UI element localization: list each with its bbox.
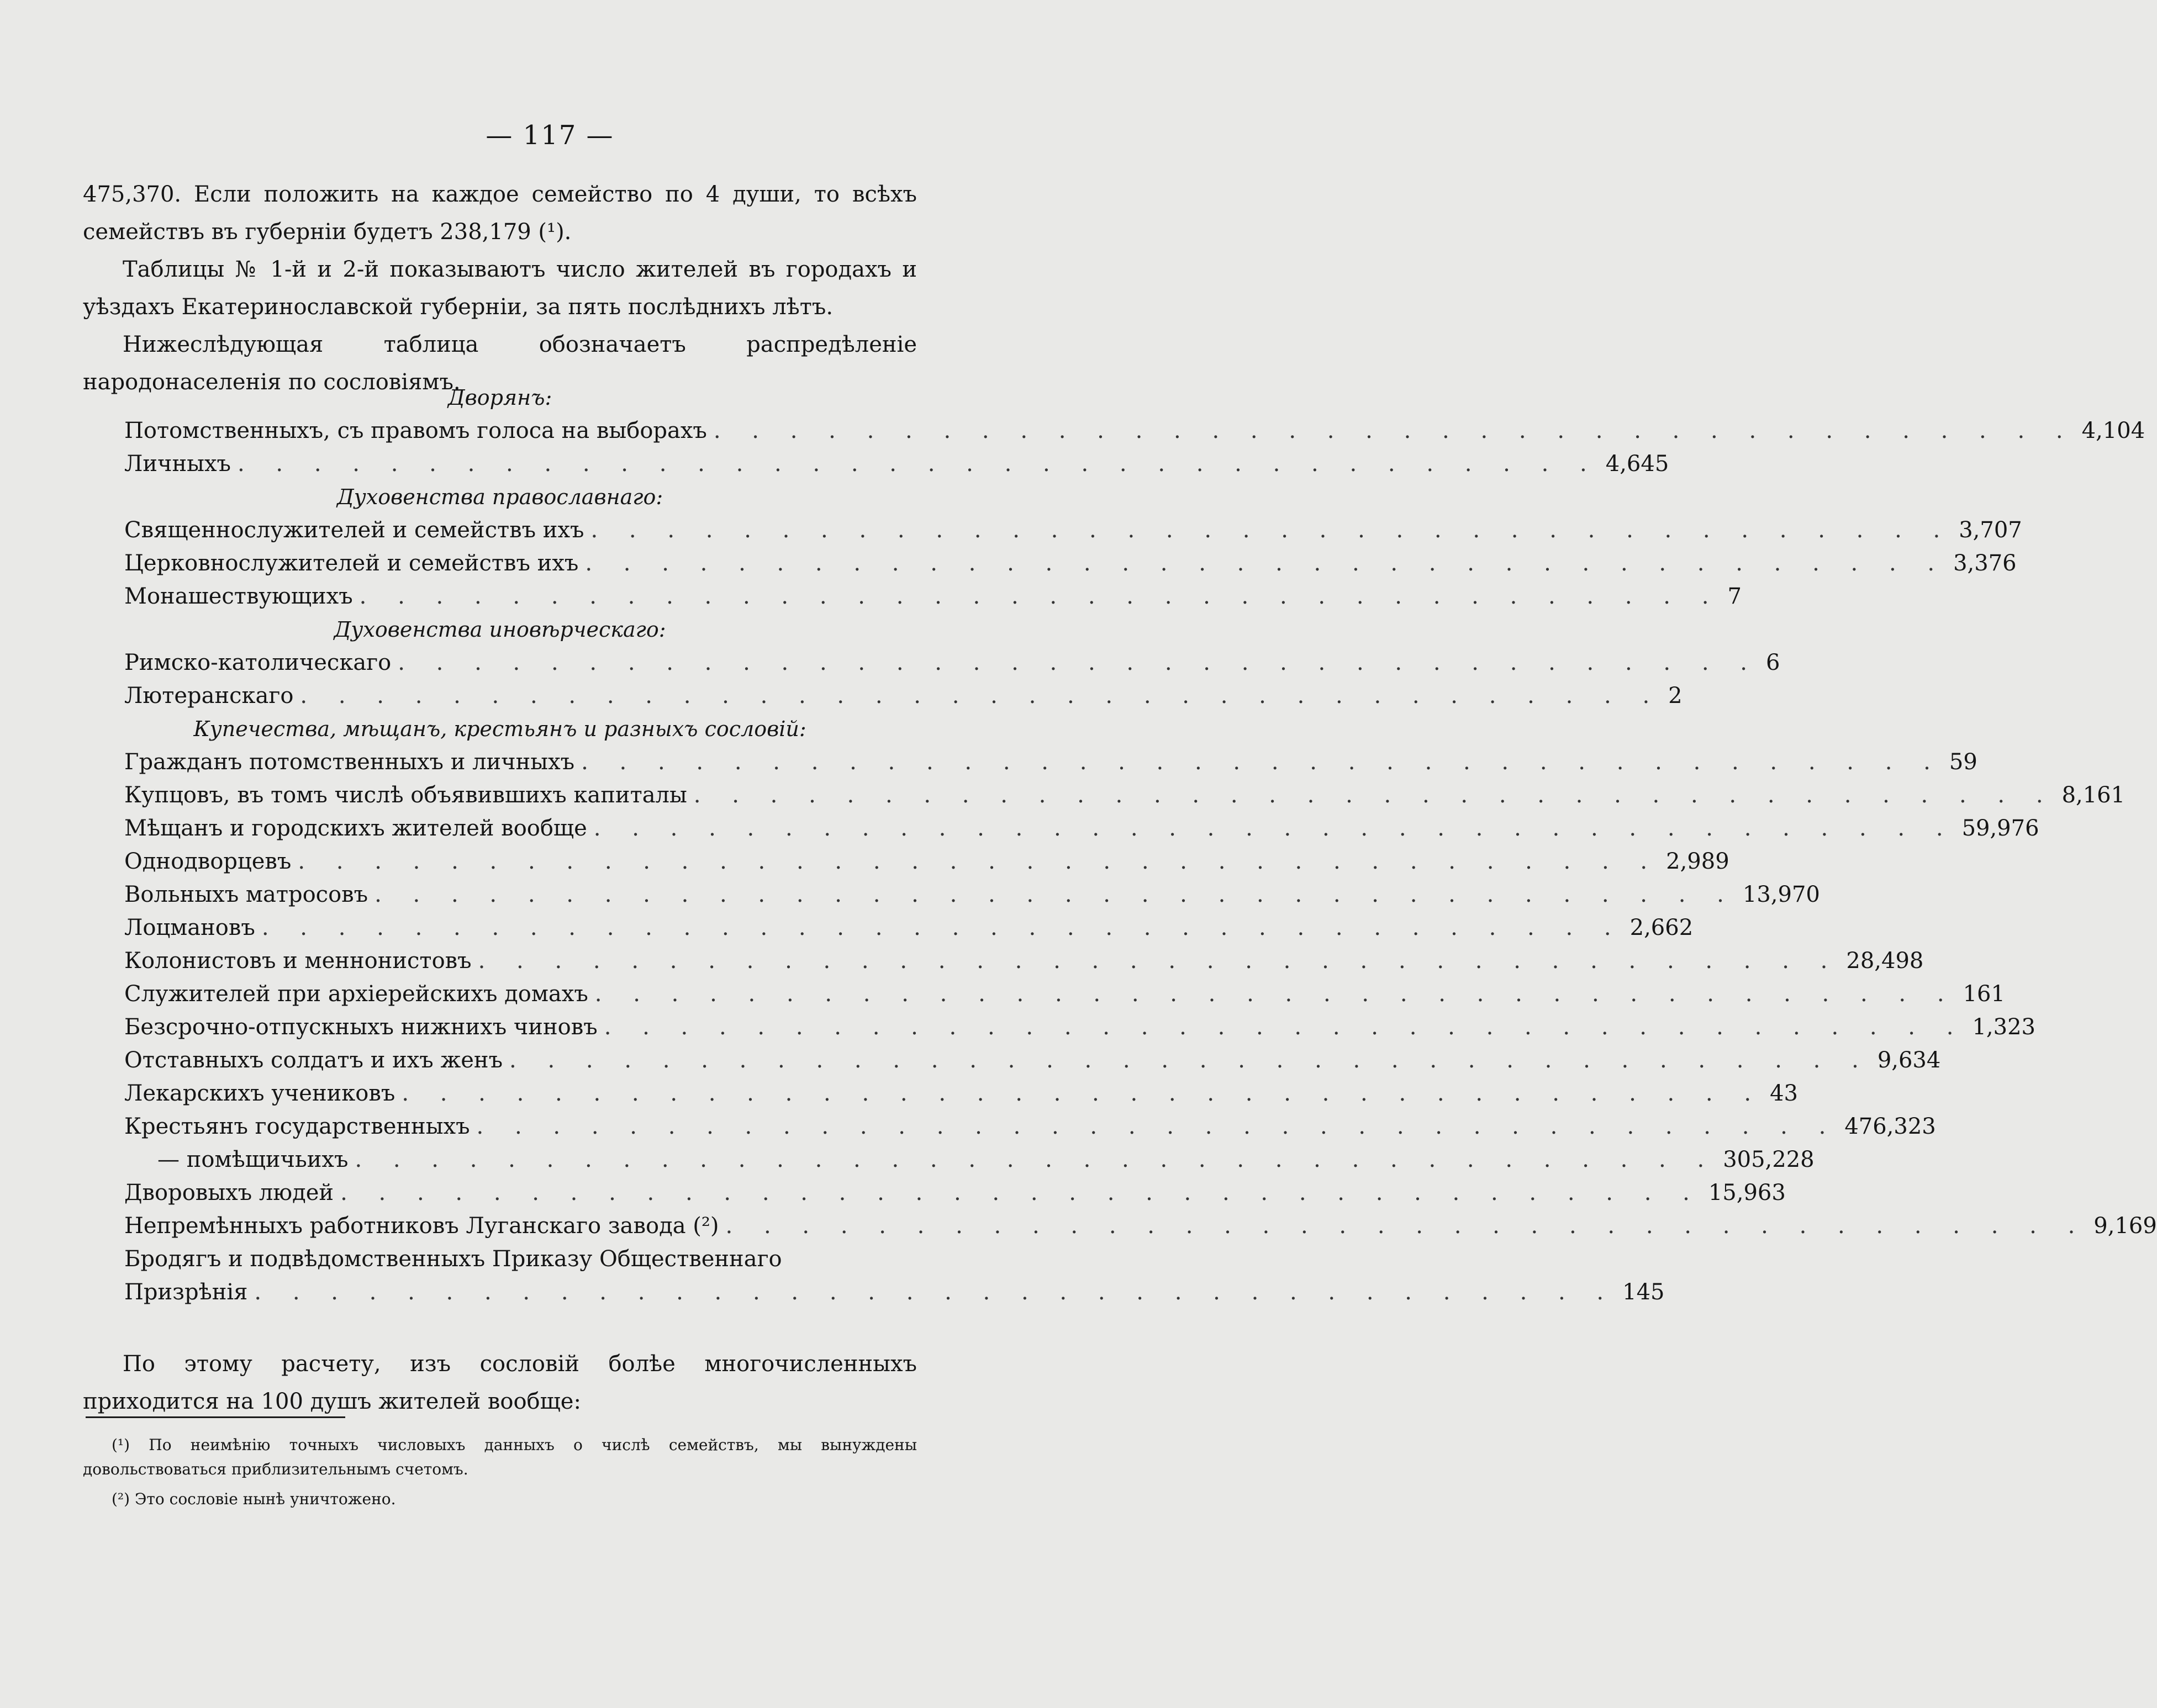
row-value: 8,161 — [2061, 782, 2126, 808]
table-row — [124, 1011, 2035, 1044]
row-value: 2 — [1668, 683, 1683, 708]
row-label: Священнослужителей и семействъ ихъ — [124, 517, 584, 543]
table-row — [124, 1242, 917, 1276]
row-label: Однодворцевъ — [124, 849, 292, 874]
table-row — [124, 646, 1780, 679]
table-row — [124, 745, 1977, 779]
row-label: Бродягъ и подвѣдомственныхъ Приказу Общественнаго — [124, 1246, 782, 1272]
table-row — [124, 812, 2039, 845]
section-heading-orthodox-clergy: Духовенства православнаго: — [336, 485, 663, 509]
table-row — [124, 1176, 1786, 1209]
leader-dots: . . . . . . . . . . . . . . . . . . . . . . . . . . . . . . . . . . . . — [725, 1213, 2087, 1239]
page-body — [83, 176, 2157, 1414]
row-label: Дворовыхъ людей — [124, 1180, 334, 1205]
leader-dots: . . . . . . . . . . . . . . . . . . . . . . . . . . . . . . . . . . . . — [402, 1081, 1764, 1106]
table-row — [124, 1077, 1798, 1110]
row-value: 6 — [1766, 650, 1780, 675]
table-row — [124, 514, 2022, 547]
leader-dots: . . . . . . . . . . . . . . . . . . . . . . . . . . . . . . . . . . . . — [581, 749, 1943, 775]
leader-dots: . . . . . . . . . . . . . . . . . . . . . . . . . . . . . . . . . . . . — [375, 882, 1736, 907]
leader-dots: . . . . . . . . . . . . . . . . . . . . . . . . . . . . . . . . . . . . — [254, 1279, 1616, 1305]
row-label: Вольныхъ матросовъ — [124, 882, 368, 907]
row-label: — помѣщичьихъ — [157, 1147, 349, 1172]
leader-dots: . . . . . . . . . . . . . . . . . . . . . . . . . . . . . . . . . . . . — [590, 517, 1953, 543]
table-row — [124, 944, 1924, 977]
table-row — [124, 1044, 1941, 1077]
row-value: 145 — [1622, 1279, 1665, 1305]
leader-dots: . . . . . . . . . . . . . . . . . . . . . . . . . . . . . . . . . . . . — [398, 650, 1759, 675]
row-label: Отставныхъ солдатъ и ихъ женъ — [124, 1048, 503, 1073]
row-label: Личныхъ — [124, 451, 231, 477]
row-label: Крестьянъ государственныхъ — [124, 1114, 470, 1139]
table-row — [124, 1209, 2157, 1242]
row-value: 3,376 — [1953, 551, 2017, 576]
paragraph-tables: Таблицы № 1-й и 2-й показываютъ число жителей въ городахъ и уѣздахъ Екатеринославской губерніи, за пять послѣднихъ лѣтъ. — [83, 257, 917, 320]
row-value: 2,989 — [1666, 849, 1729, 874]
row-label: Римско-католическаго — [124, 650, 392, 675]
leader-dots: . . . . . . . . . . . . . . . . . . . . . . . . . . . . . . . . . . . . — [340, 1180, 1702, 1205]
leader-dots: . . . . . . . . . . . . . . . . . . . . . . . . . . . . . . . . . . . . — [298, 849, 1660, 874]
leader-dots: . . . . . . . . . . . . . . . . . . . . . . . . . . . . . . . . . . . . — [476, 1114, 1838, 1139]
table-row — [124, 547, 2017, 580]
leader-dots: . . . . . . . . . . . . . . . . . . . . . . . . . . . . . . . . . . . . — [261, 915, 1623, 940]
row-value: 161 — [1963, 981, 2005, 1007]
paragraph-estate-intro: Нижеслѣдующая таблица обозначаетъ распредѣленіе народонаселенія по сословіямъ. — [83, 332, 917, 395]
row-label: Колонистовъ и меннонистовъ — [124, 948, 472, 974]
row-value: 305,228 — [1723, 1147, 1815, 1172]
row-label: Непремѣнныхъ работниковъ Луганскаго завода (²) — [124, 1213, 719, 1239]
table-row — [124, 679, 1683, 712]
leader-dots: . . . . . . . . . . . . . . . . . . . . . . . . . . . . . . . . . . . . — [355, 1147, 1717, 1172]
leader-dots: . . . . . . . . . . . . . . . . . . . . . . . . . . . . . . . . . . . . — [693, 782, 2055, 808]
row-value: 3,707 — [1959, 517, 2022, 543]
row-label: Мѣщанъ и городскихъ жителей вообще — [124, 816, 587, 841]
table-row — [124, 1276, 1665, 1309]
row-value: 9,634 — [1877, 1048, 1941, 1073]
row-value: 4,645 — [1605, 451, 1669, 477]
row-value: 4,104 — [2081, 418, 2145, 443]
row-label: Лоцмановъ — [124, 915, 255, 940]
row-value: 28,498 — [1846, 948, 1924, 974]
table-row — [124, 580, 1742, 613]
row-label: Безсрочно-отпускныхъ нижнихъ чиновъ — [124, 1014, 598, 1040]
table-row — [124, 1110, 1936, 1143]
footnotes — [83, 1433, 917, 1517]
table-row — [124, 1143, 1815, 1176]
row-label: Монашествующихъ — [124, 584, 353, 609]
row-value: 9,169 — [2093, 1213, 2157, 1239]
row-value: 7 — [1727, 584, 1742, 609]
leader-dots: . . . . . . . . . . . . . . . . . . . . . . . . . . . . . . . . . . . . — [594, 981, 1956, 1007]
footnote-divider — [86, 1416, 345, 1418]
row-value: 43 — [1770, 1081, 1798, 1106]
row-label: Купцовъ, въ томъ числѣ объявившихъ капиталы — [124, 782, 687, 808]
leader-dots: . . . . . . . . . . . . . . . . . . . . . . . . . . . . . . . . . . . . — [585, 551, 1947, 576]
leader-dots: . . . . . . . . . . . . . . . . . . . . . . . . . . . . . . . . . . . . — [238, 451, 1599, 477]
row-value: 59,976 — [1961, 816, 2039, 841]
row-label: Гражданъ потомственныхъ и личныхъ — [124, 749, 575, 775]
table-row — [124, 779, 2126, 812]
leader-dots: . . . . . . . . . . . . . . . . . . . . . . . . . . . . . . . . . . . . — [478, 948, 1840, 974]
row-value: 15,963 — [1708, 1180, 1786, 1205]
table-row — [124, 447, 1669, 480]
table-row — [124, 911, 1694, 944]
leader-dots: . . . . . . . . . . . . . . . . . . . . . . . . . . . . . . . . . . . . — [300, 683, 1662, 708]
section-heading-nobility: Дворянъ: — [447, 385, 552, 410]
row-label: Церковнослужителей и семействъ ихъ — [124, 551, 579, 576]
table-row — [124, 414, 2145, 447]
table-row — [124, 845, 1729, 878]
row-label: Потомственныхъ, съ правомъ голоса на выборахъ — [124, 418, 707, 443]
row-value: 476,323 — [1844, 1114, 1936, 1139]
footnote-2: (²) Это сословіе нынѣ уничтожено. — [112, 1490, 396, 1508]
paragraph-closing: По этому расчету, изъ сословій болѣе многочисленныхъ приходится на 100 душъ жителей вообще: — [83, 1351, 917, 1414]
row-value: 13,970 — [1742, 882, 1820, 907]
table-row — [124, 977, 2005, 1011]
page-number: — 117 — — [486, 120, 614, 151]
paragraph-families: 475,370. Если положить на каждое семейство по 4 души, то всѣхъ семействъ въ губерніи будетъ 238,179 (¹). — [83, 182, 917, 245]
table-row — [124, 878, 1820, 911]
section-heading-merchants-peasants: Купечества, мѣщанъ, крестьянъ и разныхъ сословій: — [193, 717, 806, 741]
section-heading-foreign-clergy: Духовенства иновѣрческаго: — [334, 617, 666, 642]
row-label: Служителей при архіерейскихъ домахъ — [124, 981, 588, 1007]
footnote-1: (¹) По неимѣнію точныхъ числовыхъ данныхъ о числѣ семействъ, мы вынуждены довольствоваться приблизительнымъ счетомъ. — [83, 1436, 917, 1478]
row-label: Лютеранскаго — [124, 683, 294, 708]
row-label: Призрѣнія — [124, 1279, 248, 1305]
leader-dots: . . . . . . . . . . . . . . . . . . . . . . . . . . . . . . . . . . . . — [509, 1048, 1871, 1073]
row-label: Лекарскихъ учениковъ — [124, 1081, 395, 1106]
leader-dots: . . . . . . . . . . . . . . . . . . . . . . . . . . . . . . . . . . . . — [593, 816, 1955, 841]
leader-dots: . . . . . . . . . . . . . . . . . . . . . . . . . . . . . . . . . . . . — [713, 418, 2075, 443]
row-value: 2,662 — [1629, 915, 1694, 940]
row-value: 59 — [1949, 749, 1977, 775]
leader-dots: . . . . . . . . . . . . . . . . . . . . . . . . . . . . . . . . . . . . — [604, 1014, 1966, 1040]
leader-dots: . . . . . . . . . . . . . . . . . . . . . . . . . . . . . . . . . . . . — [359, 584, 1721, 609]
row-value: 1,323 — [1972, 1014, 2035, 1040]
